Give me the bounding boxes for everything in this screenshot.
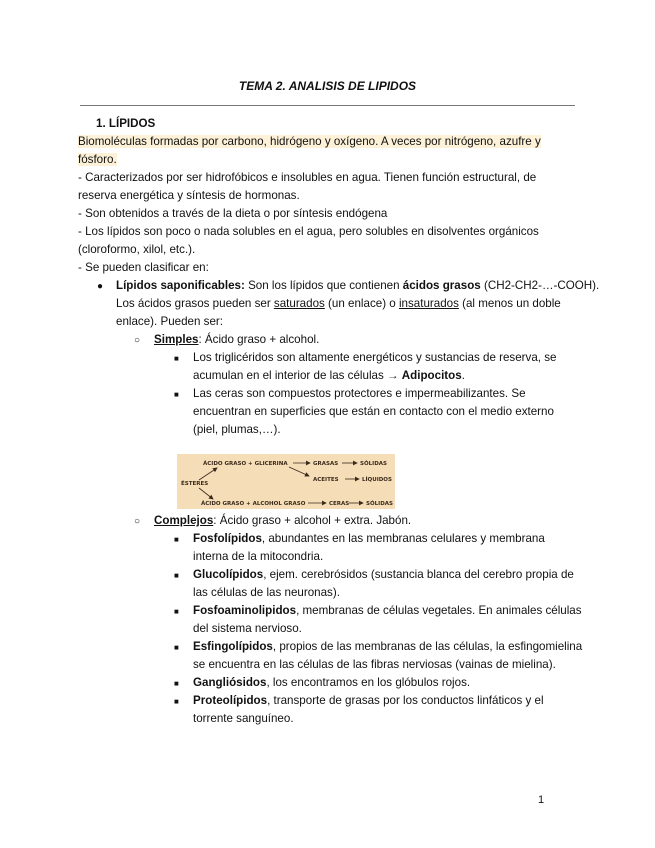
diagram-label: ÉSTERES xyxy=(181,481,209,487)
simples-item-ceras: Las ceras son compuestos protectores e impermeabilizantes. Se xyxy=(193,387,526,400)
lipid-diagram xyxy=(177,454,395,509)
complejos-line: Complejos: Ácido graso + alcohol + extra. Jabón. xyxy=(154,514,412,527)
simples-item-trigliceridos-cont: acumulan en el interior de las células → Adipocitos. xyxy=(193,369,465,382)
diagram-label: LÍQUIDOS xyxy=(362,477,392,483)
square-marker: ■ xyxy=(174,607,179,616)
complejos-item-glucolipidos-cont: las células de las neuronas). xyxy=(193,586,340,599)
bullet-dot-marker: ● xyxy=(97,281,104,292)
simples-item-ceras-cont-2: (piel, plumas,…). xyxy=(193,423,281,436)
circle-marker: ○ xyxy=(134,335,141,346)
complejos-item-fosfolipidos-cont: interna de la mitocondria. xyxy=(193,550,324,563)
diagram-label: ÁCIDO GRASO + GLICERINA xyxy=(203,461,288,467)
square-marker: ■ xyxy=(174,697,179,706)
intro-line-2: fósforo. xyxy=(78,153,117,166)
complejos-item-fosfoaminolipidos-cont: del sistema nervioso. xyxy=(193,622,302,635)
bullet-dieta: - Son obtenidos a través de la dieta o por síntesis endógena xyxy=(78,207,388,220)
simples-line: Simples: Ácido graso + alcohol. xyxy=(154,333,320,346)
title-divider xyxy=(80,105,575,106)
bullet-solubilidad: - Los lípidos son poco o nada solubles en el agua, pero solubles en disolventes orgánicos xyxy=(78,225,539,238)
diagram-label: CERAS xyxy=(329,501,350,507)
page-title: TEMA 2. ANALISIS DE LIPIDOS xyxy=(238,79,417,93)
saponificables-line-3: enlace). Pueden ser: xyxy=(116,315,223,328)
bullet-clasificacion: - Se pueden clasificar en: xyxy=(78,261,209,274)
complejos-item-proteolipidos-cont: torrente sanguíneo. xyxy=(193,712,294,725)
diagram-label: SÓLIDAS xyxy=(360,461,387,467)
complejos-item-gangliosidos: Gangliósidos, los encontramos en los glóbulos rojos. xyxy=(193,676,471,689)
bullet-hidrofobicos-cont: reserva energética y síntesis de hormonas. xyxy=(78,189,300,202)
bullet-solubilidad-cont: (cloroformo, xilol, etc.). xyxy=(78,243,196,256)
page-number: 1 xyxy=(538,794,545,806)
diagram-label: GRASAS xyxy=(313,461,339,467)
square-marker: ■ xyxy=(174,679,179,688)
square-marker: ■ xyxy=(174,643,179,652)
simples-item-ceras-cont: encuentran en superficies que están en contacto con el medio externo xyxy=(193,405,554,418)
square-marker: ■ xyxy=(174,390,179,399)
complejos-item-fosfolipidos: Fosfolípidos, abundantes en las membranas celulares y membrana xyxy=(193,532,545,545)
square-marker: ■ xyxy=(174,571,179,580)
diagram-label: SÓLIDAS xyxy=(366,501,393,507)
complejos-item-esfingolipidos: Esfingolípidos, propios de las membranas de las células, la esfingomielina xyxy=(193,640,583,653)
saponificables-line-1: Lípidos saponificables: Son los lípidos que contienen ácidos grasos (CH2-CH2-…-COOH). xyxy=(116,279,600,292)
circle-marker: ○ xyxy=(134,516,141,527)
complejos-item-fosfoaminolipidos: Fosfoaminolipidos, membranas de células vegetales. En animales células xyxy=(193,604,582,617)
complejos-item-glucolipidos: Glucolípidos, ejem. cerebrósidos (sustancia blanca del cerebro propia de xyxy=(193,568,574,581)
section-heading: 1. LÍPIDOS xyxy=(96,117,156,130)
intro-line-1: Biomoléculas formadas por carbono, hidrógeno y oxígeno. A veces por nitrógeno, azufre y xyxy=(78,135,541,148)
square-marker: ■ xyxy=(174,354,179,363)
diagram-label: ACEITES xyxy=(313,477,339,483)
saponificables-line-2: Los ácidos grasos pueden ser saturados (un enlace) o insaturados (al menos un doble xyxy=(116,297,561,310)
complejos-item-proteolipidos: Proteolípidos, transporte de grasas por los conductos linfáticos y el xyxy=(193,694,544,707)
complejos-item-esfingolipidos-cont: se encuentra en las células de las fibras nerviosas (vainas de mielina). xyxy=(193,658,556,671)
simples-item-trigliceridos: Los triglicéridos son altamente energéticos y sustancias de reserva, se xyxy=(193,351,557,364)
bullet-hidrofobicos: - Caracterizados por ser hidrofóbicos e insolubles en agua. Tienen función estructural, de xyxy=(78,171,537,184)
diagram-label: ÁCIDO GRASO + ALCOHOL GRASO xyxy=(201,501,306,507)
square-marker: ■ xyxy=(174,535,179,544)
